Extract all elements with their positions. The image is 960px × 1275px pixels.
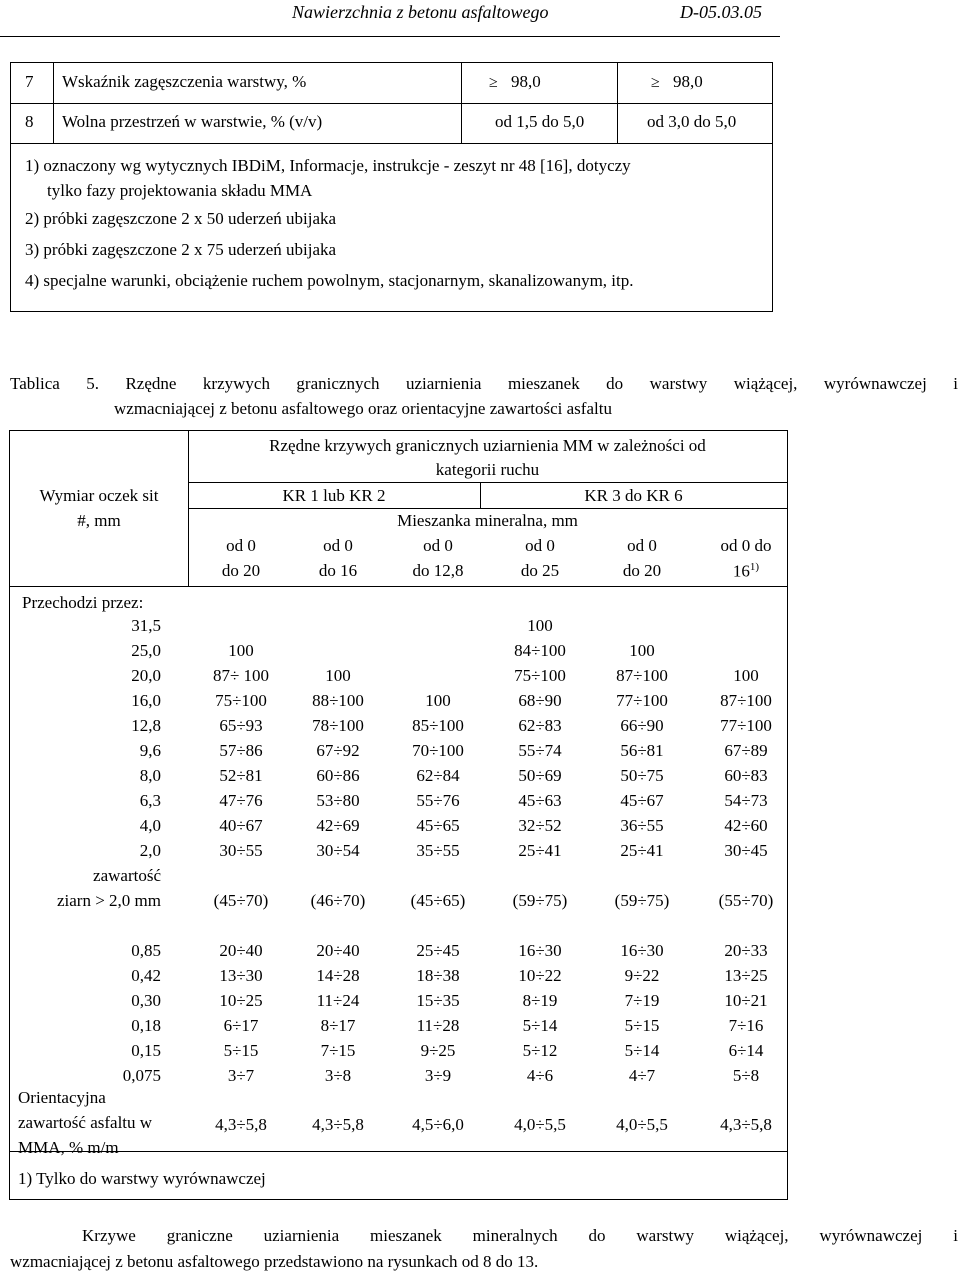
- row-value-1: od 1,5 do 5,0: [495, 112, 585, 131]
- table-cell: 42÷60: [724, 816, 768, 835]
- content-label: ziarn > 2,0 mm: [56, 891, 161, 910]
- table-rule: [617, 63, 618, 143]
- paragraph-word: uziarnienia: [263, 1226, 340, 1245]
- header-main: kategorii ruchu: [435, 460, 540, 479]
- traffic-category: KR 1 lub KR 2: [282, 486, 386, 505]
- paragraph-word: graniczne: [166, 1226, 233, 1245]
- table-cell: 6÷17: [223, 1016, 259, 1035]
- note: 3) próbki zagęszczone 2 x 75 uderzeń ubijaka: [25, 240, 337, 259]
- sieve-size: 12,8: [131, 716, 161, 735]
- table-cell: 16÷30: [620, 941, 664, 960]
- mixture-header: Mieszanka mineralna, mm: [397, 511, 578, 530]
- page-header: [0, 0, 780, 37]
- table-cell: 67÷89: [724, 741, 768, 760]
- table-cell: 53÷80: [316, 791, 360, 810]
- table-cell: 3÷7: [227, 1066, 255, 1085]
- table-cell: 47÷76: [219, 791, 263, 810]
- content-label: zawartość: [93, 866, 161, 885]
- table-rule: [11, 103, 772, 104]
- table-footnote: 1) Tylko do warstwy wyrównawczej: [18, 1169, 266, 1188]
- caption-word: wyrównawczej: [823, 374, 927, 393]
- column-header: od 0: [627, 536, 657, 555]
- sieve-size: 2,0: [139, 841, 161, 860]
- table-cell: 25÷41: [518, 841, 562, 860]
- document-title: Nawierzchnia z betonu asfaltowego: [292, 2, 549, 22]
- table-cell: 6÷14: [728, 1041, 764, 1060]
- caption-word: uziarnienia: [405, 374, 482, 393]
- row-label: Wskaźnik zagęszczenia warstwy, %: [62, 72, 307, 91]
- table-cell: 4,0÷5,5: [514, 1115, 566, 1134]
- table-cell: 5÷12: [522, 1041, 558, 1060]
- paragraph-word: wiążącej,: [724, 1226, 789, 1245]
- table-cell: 9÷25: [420, 1041, 456, 1060]
- table-cell: 4÷7: [628, 1066, 656, 1085]
- row-number: 8: [25, 112, 34, 131]
- table-cell: 56÷81: [620, 741, 664, 760]
- table-cell: (45÷70): [213, 891, 269, 910]
- column-header: do 20: [622, 561, 662, 580]
- caption-word: krzywych: [202, 374, 270, 393]
- table-cell: 20÷40: [316, 941, 360, 960]
- sieve-size: 16,0: [131, 691, 161, 710]
- table-cell: 75÷100: [514, 666, 566, 685]
- table-cell: (45÷65): [410, 891, 466, 910]
- table-cell: 100: [733, 666, 759, 685]
- table-cell: (55÷70): [718, 891, 774, 910]
- note: tylko fazy projektowania składu MMA: [47, 181, 313, 200]
- table-cell: 87÷100: [616, 666, 668, 685]
- sieve-size: 0,85: [131, 941, 161, 960]
- table-notes: [25, 153, 634, 293]
- paragraph-word: Krzywe: [82, 1226, 136, 1245]
- footnote-marker: 1): [749, 561, 760, 573]
- table-cell: 55÷74: [518, 741, 562, 760]
- table-cell: 16÷30: [518, 941, 562, 960]
- table-cell: 5÷14: [624, 1041, 660, 1060]
- table-rule: [188, 508, 787, 509]
- row-value-2: 98,0: [673, 72, 703, 91]
- paragraph-word: warstwy: [636, 1226, 694, 1245]
- table-cell: 45÷65: [416, 816, 460, 835]
- table-cell: 18÷38: [416, 966, 460, 985]
- table-cell: 52÷81: [219, 766, 263, 785]
- table-cell: 5÷15: [223, 1041, 259, 1060]
- table-cell: 85÷100: [412, 716, 464, 735]
- table-rule: [10, 1151, 787, 1152]
- sieve-size: 31,5: [131, 616, 161, 635]
- passes-label: Przechodzi przez:: [22, 593, 144, 612]
- column-header: do 12,8: [412, 561, 464, 580]
- sieve-size: 0,18: [131, 1016, 161, 1035]
- column-header: od 0: [323, 536, 353, 555]
- table-cell: 5÷14: [522, 1016, 558, 1035]
- column-header: do 16: [318, 561, 358, 580]
- paragraph-word: mineralnych: [472, 1226, 558, 1245]
- sieve-size: 6,3: [139, 791, 161, 810]
- table-cell: (59÷75): [614, 891, 670, 910]
- ge-symbol: ≥: [489, 74, 498, 91]
- table-cell: 13÷25: [724, 966, 768, 985]
- traffic-category: KR 3 do KR 6: [584, 486, 683, 505]
- table-cell: 60÷86: [316, 766, 360, 785]
- sieve-size: 4,0: [139, 816, 161, 835]
- table-cell: 30÷45: [724, 841, 768, 860]
- sieve-size: 0,42: [131, 966, 161, 985]
- table-cell: 45÷67: [620, 791, 664, 810]
- row-label-header: Wymiar oczek sit: [39, 486, 159, 505]
- table-cell: 7÷16: [728, 1016, 764, 1035]
- table-cell: 42÷69: [316, 816, 360, 835]
- header-main: Rzędne krzywych granicznych uziarnienia MM w zależności od: [269, 436, 706, 455]
- table-cell: 20÷33: [724, 941, 768, 960]
- ge-symbol: ≥: [651, 74, 660, 91]
- table-cell: 50÷75: [620, 766, 664, 785]
- asphalt-label: MMA, % m/m: [18, 1138, 119, 1157]
- caption-word: mieszanek: [507, 374, 580, 393]
- table-cell: 14÷28: [316, 966, 360, 985]
- table-cell: 25÷41: [620, 841, 664, 860]
- asphalt-label: Orientacyjna: [18, 1088, 106, 1107]
- table-cell: 84÷100: [514, 641, 566, 660]
- sieve-size: 0,075: [122, 1066, 161, 1085]
- table-cell: 50÷69: [518, 766, 562, 785]
- table-cell: 87÷100: [720, 691, 772, 710]
- properties-table: [10, 62, 773, 312]
- table-cell: 5÷15: [624, 1016, 660, 1035]
- caption-word: i: [953, 374, 958, 393]
- paragraph-word: mieszanek: [370, 1226, 442, 1245]
- document-code: D-05.03.05: [680, 2, 762, 22]
- row-value-2: od 3,0 do 5,0: [647, 112, 737, 131]
- table-cell: 20÷40: [219, 941, 263, 960]
- paragraph-word: wyrównawczej: [819, 1226, 923, 1245]
- table-cell: 62÷84: [416, 766, 460, 785]
- column-header: od 0 do: [720, 536, 772, 555]
- table-cell: 100: [325, 666, 351, 685]
- note: 2) próbki zagęszczone 2 x 50 uderzeń ubijaka: [25, 209, 337, 228]
- table-cell: 4,3÷5,8: [312, 1115, 364, 1134]
- table-rule: [188, 482, 787, 483]
- table-cell: 100: [425, 691, 451, 710]
- table-cell: 100: [629, 641, 655, 660]
- table-cell: 11÷28: [416, 1016, 460, 1035]
- table-cell: 8÷17: [320, 1016, 356, 1035]
- table-cell: 10÷22: [518, 966, 562, 985]
- caption-word: warstwy: [649, 374, 708, 393]
- column-header: 16$^{1)}$: [732, 561, 760, 581]
- table-cell: 100: [527, 616, 553, 635]
- table-cell: 77÷100: [720, 716, 772, 735]
- table-rule: [53, 63, 54, 143]
- caption-word: Rzędne: [125, 374, 177, 393]
- paragraph-line: [10, 1223, 958, 1249]
- table-cell: 30÷54: [316, 841, 360, 860]
- table-cell: 15÷35: [416, 991, 460, 1010]
- table-cell: 3÷8: [324, 1066, 352, 1085]
- table-cell: 54÷73: [724, 791, 768, 810]
- caption-word: wiążącej,: [733, 374, 798, 393]
- caption-word: 5.: [86, 374, 99, 393]
- table-cell: 67÷92: [316, 741, 360, 760]
- caption-word: granicznych: [296, 374, 380, 393]
- note: 1) oznaczony wg wytycznych IBDiM, Informacje, instrukcje - zeszyt nr 48 [16], dotyczy: [25, 156, 631, 175]
- table-caption: [10, 371, 958, 421]
- table-cell: 70÷100: [412, 741, 464, 760]
- note: 4) specjalne warunki, obciążenie ruchem powolnym, stacjonarnym, skanalizowanym, itp.: [25, 271, 634, 290]
- row-value-1: 98,0: [511, 72, 541, 91]
- table-cell: (59÷75): [512, 891, 568, 910]
- table-cell: 4÷6: [526, 1066, 554, 1085]
- table-cell: 57÷86: [219, 741, 263, 760]
- table-cell: 4,3÷5,8: [720, 1115, 772, 1134]
- table-cell: 7÷15: [320, 1041, 356, 1060]
- table-cell: 30÷55: [219, 841, 263, 860]
- table-cell: 8÷19: [522, 991, 558, 1010]
- caption-line: [10, 371, 958, 396]
- column-header: od 0: [226, 536, 256, 555]
- table-rule: [11, 143, 772, 144]
- sieve-size: 8,0: [139, 766, 161, 785]
- table-cell: 100: [228, 641, 254, 660]
- row-label: Wolna przestrzeń w warstwie, % (v/v): [62, 112, 323, 131]
- asphalt-label: zawartość asfaltu w: [18, 1113, 153, 1132]
- table-cell: 4,3÷5,8: [215, 1115, 267, 1134]
- caption-line: wzmacniającej z betonu asfaltowego oraz orientacyjne zawartości asfaltu: [114, 399, 612, 418]
- paragraph-word: do: [588, 1226, 606, 1245]
- sieve-size: 0,30: [131, 991, 161, 1010]
- table-cell: 4,0÷5,5: [616, 1115, 668, 1134]
- table-cell: 45÷63: [518, 791, 562, 810]
- caption-word: do: [606, 374, 624, 393]
- table-cell: 60÷83: [724, 766, 768, 785]
- paragraph-word: i: [953, 1226, 958, 1245]
- table-cell: 7÷19: [624, 991, 660, 1010]
- table-cell: 10÷21: [724, 991, 768, 1010]
- sieve-size: 25,0: [131, 641, 161, 660]
- table-cell: 35÷55: [416, 841, 460, 860]
- table-cell: 87÷ 100: [212, 666, 270, 685]
- caption-word: Tablica: [10, 374, 60, 393]
- table-cell: 25÷45: [416, 941, 460, 960]
- row-number: 7: [25, 72, 34, 91]
- table-cell: 55÷76: [416, 791, 460, 810]
- table-cell: 78÷100: [312, 716, 364, 735]
- column-header: do 25: [520, 561, 560, 580]
- table-cell: 88÷100: [312, 691, 364, 710]
- table-cell: 32÷52: [518, 816, 562, 835]
- column-header: do 20: [221, 561, 261, 580]
- row-label-header: #, mm: [77, 511, 121, 530]
- column-header: od 0: [525, 536, 555, 555]
- table-cell: 3÷9: [424, 1066, 452, 1085]
- table-rule: [461, 63, 462, 143]
- table-cell: 4,5÷6,0: [412, 1115, 464, 1134]
- grading-table: [9, 430, 788, 1200]
- table-cell: 11÷24: [316, 991, 360, 1010]
- table-cell: 40÷67: [219, 816, 263, 835]
- table-cell: 75÷100: [215, 691, 267, 710]
- table-cell: 66÷90: [620, 716, 664, 735]
- table-cell: 65÷93: [219, 716, 263, 735]
- sieve-size: 0,15: [131, 1041, 161, 1060]
- table-cell: 13÷30: [219, 966, 263, 985]
- paragraph-line: wzmacniającej z betonu asfaltowego przedstawiono na rysunkach od 8 do 13.: [10, 1252, 539, 1271]
- table-cell: 62÷83: [518, 716, 562, 735]
- sieve-size: 9,6: [139, 741, 161, 760]
- table-cell: 10÷25: [219, 991, 263, 1010]
- column-header: od 0: [423, 536, 453, 555]
- table-cell: (46÷70): [310, 891, 366, 910]
- closing-paragraph: [10, 1223, 958, 1275]
- table-cell: 77÷100: [616, 691, 668, 710]
- table-rule: [10, 586, 787, 587]
- table-cell: 9÷22: [624, 966, 660, 985]
- table-cell: 5÷8: [732, 1066, 760, 1085]
- table-cell: 36÷55: [620, 816, 664, 835]
- table-cell: 68÷90: [518, 691, 562, 710]
- sieve-size: 20,0: [131, 666, 161, 685]
